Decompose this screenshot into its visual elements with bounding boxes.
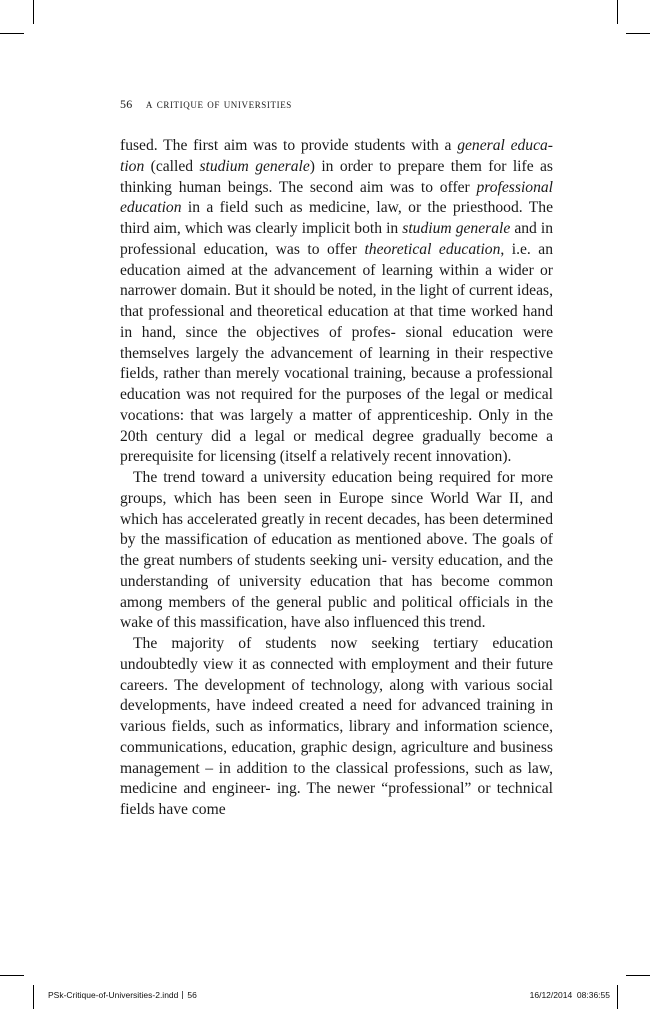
page-number: 56: [120, 97, 133, 111]
slug-file-info: [48, 990, 197, 1000]
italic-term: professional education: [120, 178, 553, 217]
slug-time: 08:36:55: [576, 990, 610, 1000]
running-head: [120, 97, 292, 112]
slug-file-name: PSk-Critique-of-Universities-2.indd: [48, 990, 179, 1000]
paragraph-3: The majority of students now seeking tertiary education undoubtedly view it as connected with employment and their future careers. The development of technology, along with various social developments, have indeed created a need for advanced training in various fields, such as informatics, library and information science, communications, education, graphic design, agriculture and business management – in addition to the classical professions, such as law, medicine and engineer- ing. The newer “professional” or technical fields have come: [120, 635, 553, 818]
italic-term: tion: [120, 157, 145, 175]
crop-mark: [617, 985, 618, 1009]
slug-page: 56: [187, 990, 197, 1000]
slug-timestamp: [530, 990, 610, 1000]
italic-term: general educa-: [457, 137, 553, 154]
crop-mark: [0, 33, 24, 34]
running-head-title: a critique of universities: [145, 97, 292, 111]
slug-date: 16/12/2014: [529, 990, 573, 1000]
body-text: [120, 136, 553, 821]
crop-mark: [626, 33, 650, 34]
italic-term: studium generale: [199, 157, 310, 175]
crop-mark: [617, 0, 618, 24]
italic-term: theoretical education: [364, 240, 501, 258]
slug-separator: [182, 991, 183, 999]
crop-mark: [33, 0, 34, 24]
italic-term: studium generale: [402, 220, 511, 237]
crop-mark: [33, 985, 34, 1009]
paragraph-1: fused. The first aim was to provide students with a general educa- tion (called studium generale) in order to prepare them for life as thinking human beings. The second aim was to offer professional education in a field such as medicine, law, or the priesthood. The third aim, which was clearly implicit both in studium generale and in professional education, was to offer theoretical education, i.e. an education aimed at the advancement of learning within a wider or narrower domain. But it should be noted, in the light of current ideas, that professional and theoretical education at that time worked hand in hand, since the objectives of profes- sional education were themselves largely the advancement of learning in their respective fields, rather than merely vocational training, because a professional education was not required for the purposes of the legal or medical vocations: that was largely a matter of apprenticeship. Only in the 20th century did a legal or medical degree gradually become a prerequisite for licensing (itself a relatively recent innovation).: [120, 137, 554, 466]
crop-mark: [0, 975, 24, 976]
paragraph-2: The trend toward a university education being required for more groups, which has been seen in Europe since World War II, and which has accelerated greatly in recent decades, has been determined by the massification of education as mentioned above. The goals of the great numbers of students seeking uni- versity education, and the understanding of university education that has become common among members of the general public and political officials in the wake of this massification, have also influenced this trend.: [120, 469, 553, 632]
crop-mark: [626, 975, 650, 976]
